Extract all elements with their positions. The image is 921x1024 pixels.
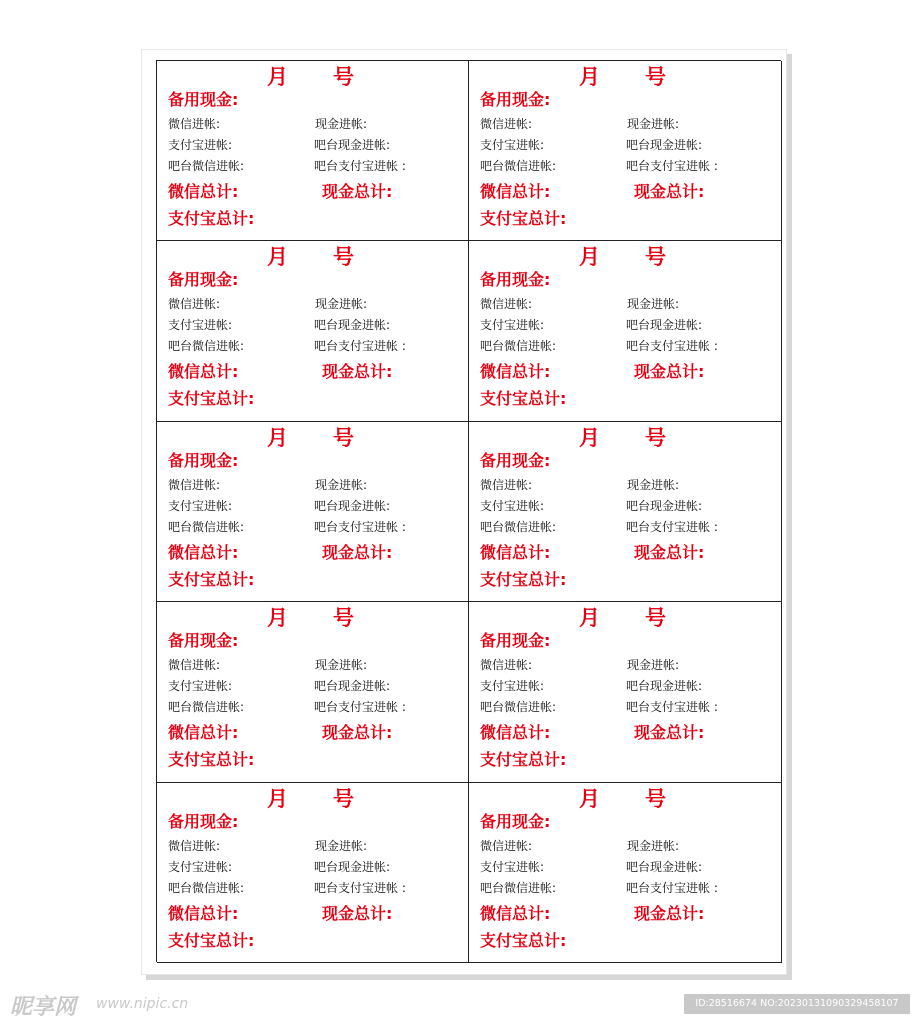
bar-alipay-income-label: 吧台支付宝进帐 : (314, 159, 406, 173)
cash-income-label: 现金进帐: (315, 658, 368, 673)
day-label: 号 (333, 65, 354, 89)
reserve-cash-label: 备用现金: (480, 631, 551, 651)
month-label: 月 (267, 65, 288, 89)
bar-wechat-income-label: 吧台微信进帐: (168, 700, 245, 715)
cash-income-label: 现金进帐: (315, 297, 368, 312)
reserve-cash-label: 备用现金: (480, 811, 551, 831)
wechat-total-label: 微信总计: (480, 362, 551, 382)
month-label: 月 (579, 245, 600, 270)
reserve-cash-label: 备用现金: (168, 811, 239, 831)
ledger-card (469, 61, 782, 241)
bar-cash-income-label: 吧台现金进帐: (626, 859, 703, 874)
cash-total-label: 现金总计: (634, 542, 705, 562)
bar-alipay-income-label: 吧台支付宝进帐 : (626, 880, 718, 895)
reserve-cash-label: 备用现金: (168, 90, 239, 109)
cash-income-label: 现金进帐: (627, 477, 680, 492)
bar-alipay-income-label: 吧台支付宝进帐 : (314, 700, 406, 715)
bar-cash-income-label: 吧台现金进帐: (626, 679, 703, 694)
bar-wechat-income-label: 吧台微信进帐: (168, 339, 245, 354)
reserve-cash-label: 备用现金: (480, 90, 551, 109)
bar-cash-income-label: 吧台现金进帐: (626, 318, 703, 333)
month-label: 月 (579, 425, 600, 450)
cash-total-label: 现金总计: (322, 903, 393, 923)
wechat-total-label: 微信总计: (168, 182, 239, 201)
watermark-url: www.nipic.cn (96, 996, 189, 1012)
cash-total-label: 现金总计: (322, 362, 393, 382)
cash-income-label: 现金进帐: (627, 297, 680, 312)
day-label: 号 (333, 425, 354, 450)
alipay-total-label: 支付宝总计: (480, 930, 567, 950)
cash-total-label: 现金总计: (634, 903, 705, 923)
ledger-card (469, 422, 782, 602)
alipay-income-label: 支付宝进帐: (480, 679, 545, 694)
wechat-income-label: 微信进帐: (168, 297, 221, 312)
alipay-total-label: 支付宝总计: (168, 389, 255, 409)
bar-wechat-income-label: 吧台微信进帐: (480, 519, 557, 534)
wechat-income-label: 微信进帐: (168, 838, 221, 853)
cash-income-label: 现金进帐: (627, 838, 680, 853)
bar-alipay-income-label: 吧台支付宝进帐 : (626, 700, 718, 715)
day-label: 号 (645, 425, 666, 450)
alipay-total-label: 支付宝总计: (480, 209, 567, 228)
day-label: 号 (645, 606, 666, 631)
bar-wechat-income-label: 吧台微信进帐: (168, 159, 245, 173)
bar-alipay-income-label: 吧台支付宝进帐 : (626, 159, 718, 173)
alipay-income-label: 支付宝进帐: (168, 318, 233, 333)
alipay-income-label: 支付宝进帐: (168, 498, 233, 513)
day-label: 号 (645, 65, 666, 89)
cash-income-label: 现金进帐: (315, 117, 368, 131)
cash-income-label: 现金进帐: (627, 658, 680, 673)
day-label: 号 (333, 245, 354, 270)
reserve-cash-label: 备用现金: (168, 450, 239, 470)
alipay-income-label: 支付宝进帐: (480, 138, 545, 152)
wechat-income-label: 微信进帐: (480, 838, 533, 853)
cash-total-label: 现金总计: (634, 723, 705, 743)
bar-cash-income-label: 吧台现金进帐: (314, 138, 391, 152)
bar-wechat-income-label: 吧台微信进帐: (480, 700, 557, 715)
bar-alipay-income-label: 吧台支付宝进帐 : (626, 339, 718, 354)
wechat-total-label: 微信总计: (480, 182, 551, 201)
wechat-income-label: 微信进帐: (480, 477, 533, 492)
ledger-card (157, 422, 469, 602)
month-label: 月 (267, 245, 288, 270)
cash-total-label: 现金总计: (634, 182, 705, 201)
ledger-card (469, 602, 782, 782)
bar-wechat-income-label: 吧台微信进帐: (480, 339, 557, 354)
wechat-total-label: 微信总计: (168, 903, 239, 923)
alipay-total-label: 支付宝总计: (168, 569, 255, 589)
alipay-income-label: 支付宝进帐: (168, 859, 233, 874)
cash-total-label: 现金总计: (322, 182, 393, 201)
cash-income-label: 现金进帐: (315, 838, 368, 853)
ledger-card (157, 602, 469, 782)
wechat-income-label: 微信进帐: (168, 658, 221, 673)
bar-wechat-income-label: 吧台微信进帐: (168, 880, 245, 895)
month-label: 月 (267, 425, 288, 450)
wechat-total-label: 微信总计: (480, 542, 551, 562)
bar-cash-income-label: 吧台现金进帐: (314, 318, 391, 333)
bar-alipay-income-label: 吧台支付宝进帐 : (314, 519, 406, 534)
reserve-cash-label: 备用现金: (480, 450, 551, 470)
bar-wechat-income-label: 吧台微信进帐: (168, 519, 245, 534)
bar-alipay-income-label: 吧台支付宝进帐 : (314, 880, 406, 895)
wechat-total-label: 微信总计: (168, 723, 239, 743)
month-label: 月 (579, 786, 600, 811)
alipay-income-label: 支付宝进帐: (480, 318, 545, 333)
alipay-total-label: 支付宝总计: (480, 569, 567, 589)
card-grid (156, 60, 781, 962)
watermark-id-bar: ID:28516674 NO:20230131090329458107 (684, 994, 910, 1014)
wechat-income-label: 微信进帐: (480, 297, 533, 312)
wechat-total-label: 微信总计: (168, 542, 239, 562)
bar-cash-income-label: 吧台现金进帐: (626, 138, 703, 152)
watermark-logo: 昵享网 (10, 995, 77, 1020)
ledger-card (157, 241, 469, 421)
cash-total-label: 现金总计: (322, 723, 393, 743)
wechat-income-label: 微信进帐: (168, 477, 221, 492)
day-label: 号 (645, 245, 666, 270)
ledger-card (157, 783, 469, 963)
alipay-income-label: 支付宝进帐: (168, 679, 233, 694)
reserve-cash-label: 备用现金: (168, 631, 239, 651)
alipay-total-label: 支付宝总计: (480, 750, 567, 770)
wechat-income-label: 微信进帐: (480, 117, 533, 131)
wechat-income-label: 微信进帐: (168, 117, 221, 131)
bar-cash-income-label: 吧台现金进帐: (314, 498, 391, 513)
cash-income-label: 现金进帐: (315, 477, 368, 492)
alipay-income-label: 支付宝进帐: (480, 859, 545, 874)
bar-cash-income-label: 吧台现金进帐: (314, 859, 391, 874)
ledger-card (157, 61, 469, 241)
bar-cash-income-label: 吧台现金进帐: (626, 498, 703, 513)
bar-wechat-income-label: 吧台微信进帐: (480, 159, 557, 173)
bar-alipay-income-label: 吧台支付宝进帐 : (626, 519, 718, 534)
reserve-cash-label: 备用现金: (168, 270, 239, 290)
day-label: 号 (333, 606, 354, 631)
bar-cash-income-label: 吧台现金进帐: (314, 679, 391, 694)
alipay-total-label: 支付宝总计: (168, 750, 255, 770)
alipay-income-label: 支付宝进帐: (168, 138, 233, 152)
day-label: 号 (645, 786, 666, 811)
cash-total-label: 现金总计: (634, 362, 705, 382)
alipay-income-label: 支付宝进帐: (480, 498, 545, 513)
reserve-cash-label: 备用现金: (480, 270, 551, 290)
cash-income-label: 现金进帐: (627, 117, 680, 131)
alipay-total-label: 支付宝总计: (168, 930, 255, 950)
bar-alipay-income-label: 吧台支付宝进帐 : (314, 339, 406, 354)
alipay-total-label: 支付宝总计: (168, 209, 255, 228)
month-label: 月 (267, 786, 288, 811)
bar-wechat-income-label: 吧台微信进帐: (480, 880, 557, 895)
wechat-total-label: 微信总计: (480, 903, 551, 923)
month-label: 月 (579, 65, 600, 89)
wechat-income-label: 微信进帐: (480, 658, 533, 673)
wechat-total-label: 微信总计: (480, 723, 551, 743)
month-label: 月 (267, 606, 288, 631)
cash-total-label: 现金总计: (322, 542, 393, 562)
day-label: 号 (333, 786, 354, 811)
month-label: 月 (579, 606, 600, 631)
wechat-total-label: 微信总计: (168, 362, 239, 382)
alipay-total-label: 支付宝总计: (480, 389, 567, 409)
ledger-card (469, 241, 782, 421)
ledger-card (469, 783, 782, 963)
